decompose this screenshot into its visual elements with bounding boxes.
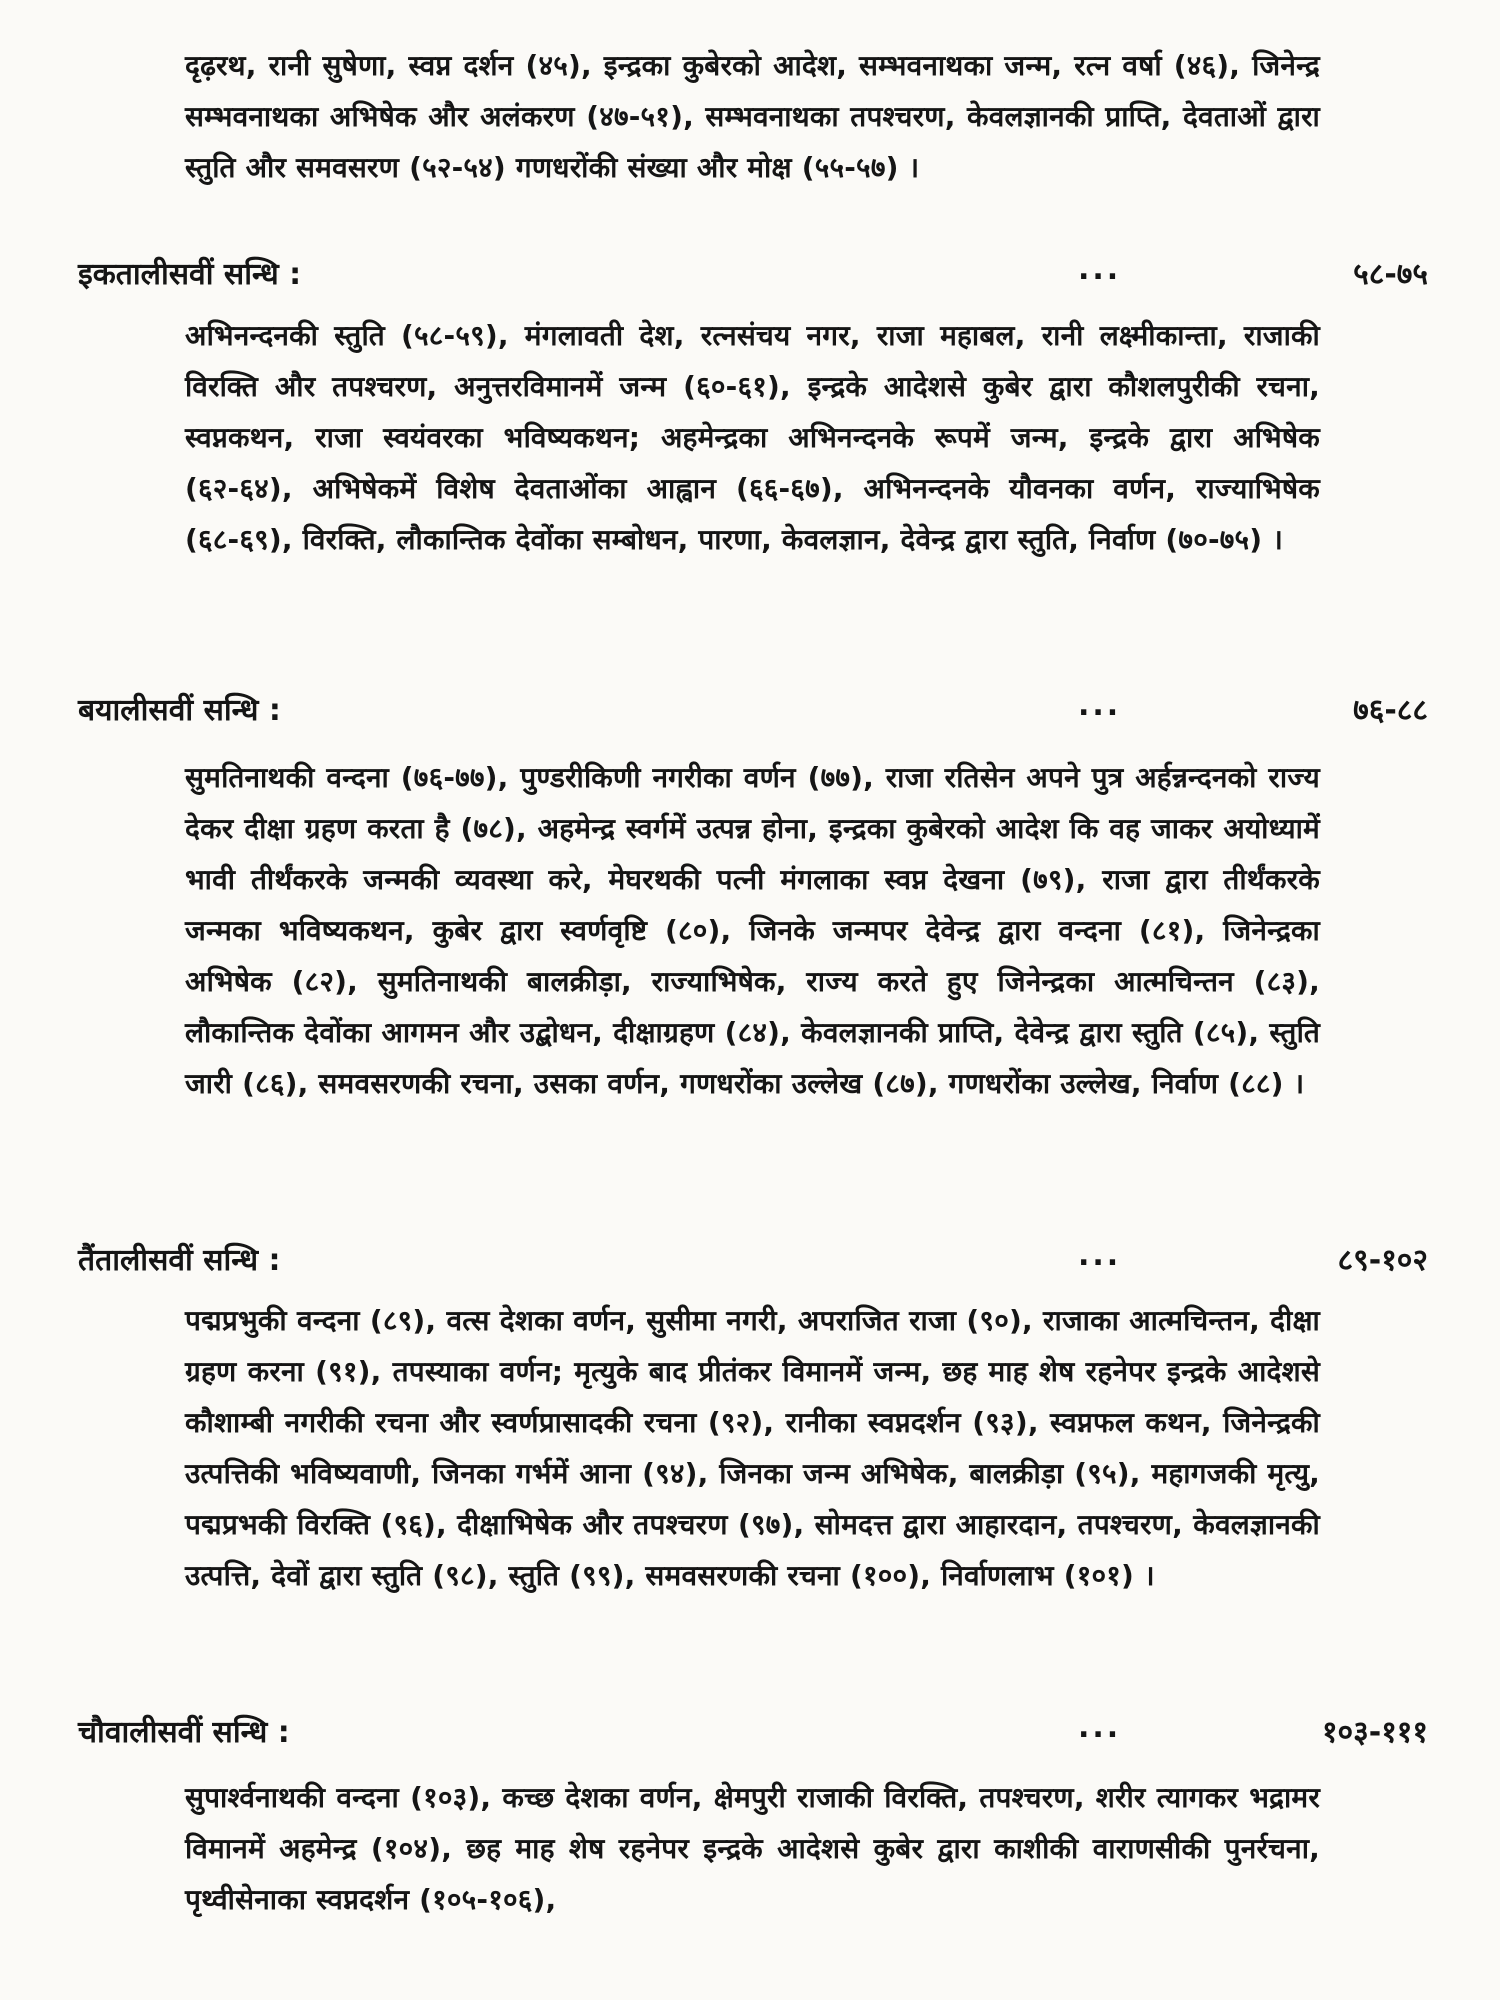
section-heading-44 (78, 1710, 1428, 1760)
leader-dots: ... (1078, 688, 1122, 723)
section-title: बयालीसवीं सन्धि : (78, 693, 281, 728)
section-title: इकतालीसवीं सन्धि : (78, 257, 302, 292)
section-paragraph-43: पद्मप्रभुकी वन्दना (८९), वत्स देशका वर्णन, सुसीमा नगरी, अपराजित राजा (९०), राजाका आत्मचिन्तन, दीक्षा ग्रहण करना (९१), तपस्याका वर्णन; मृत्युके बाद प्रीतंकर विमानमें जन्म, छह माह शेष रहनेपर इन्द्रके आदेशसे कौशाम्बी नगरीकी रचना और स्वर्णप्रासादकी रचना (९२), रानीका स्वप्नदर्शन (९३), स्वप्नफल कथन, जिनेन्द्रकी उत्पत्तिकी भविष्यवाणी, जिनका गर्भमें आना (९४), जिनका जन्म अभिषेक, बालक्रीड़ा (९५), महागजकी मृत्यु, पद्मप्रभकी विरक्ति (९६), दीक्षाभिषेक और तपश्चरण (९७), सोमदत्त द्वारा आहारदान, तपश्चरण, केवलज्ञानकी उत्पत्ति, देवों द्वारा स्तुति (९८), स्तुति (९९), समवसरणकी रचना (१००), निर्वाणलाभ (१०१) । (185, 1304, 1320, 1592)
page-range: १०३-१११ (1321, 1715, 1428, 1750)
section-paragraph-41: अभिनन्दनकी स्तुति (५८-५९), मंगलावती देश, रत्नसंचय नगर, राजा महाबल, रानी लक्ष्मीकान्ता, राजाकी विरक्ति और तपश्चरण, अनुत्तरविमानमें जन्म (६०-६१), इन्द्रके आदेशसे कुबेर द्वारा कौशलपुरीकी रचना, स्वप्नकथन, राजा स्वयंवरका भविष्यकथन; अहमेन्द्रका अभिनन्दनके रूपमें जन्म, इन्द्रके द्वारा अभिषेक (६२-६४), अभिषेकमें विशेष देवताओंका आह्वान (६६-६७), अभिनन्दनके यौवनका वर्णन, राज्याभिषेक (६८-६९), विरक्ति, लौकान्तिक देवोंका सम्बोधन, पारणा, केवलज्ञान, देवेन्द्र द्वारा स्तुति, निर्वाण (७०-७५) । (185, 319, 1320, 556)
section-heading-42 (78, 688, 1428, 738)
leader-dots: ... (1078, 1710, 1122, 1745)
leader-dots: ... (1078, 252, 1122, 287)
section-title: तैंतालीसवीं सन्धि : (78, 1243, 281, 1278)
page-range: ७६-८८ (1353, 693, 1428, 728)
section-paragraph-44: सुपार्श्वनाथकी वन्दना (१०३), कच्छ देशका वर्णन, क्षेमपुरी राजाकी विरक्ति, तपश्चरण, शरीर त्यागकर भद्रामर विमानमें अहमेन्द्र (१०४), छह माह शेष रहनेपर इन्द्रके आदेशसे कुबेर द्वारा काशीकी वाराणसीकी पुनर्रचना, पृथ्वीसेनाका स्वप्नदर्शन (१०५-१०६), (185, 1781, 1320, 1916)
section-heading-41 (78, 252, 1428, 302)
intro-paragraph: दृढ़रथ, रानी सुषेणा, स्वप्न दर्शन (४५), इन्द्रका कुबेरको आदेश, सम्भवनाथका जन्म, रत्न वर्षा (४६), जिनेन्द्र सम्भवनाथका अभिषेक और अलंकरण (४७-५१), सम्भवनाथका तपश्चरण, केवलज्ञानकी प्राप्ति, देवताओं द्वारा स्तुति और समवसरण (५२-५४) गणधरोंकी संख्या और मोक्ष (५५-५७) । (185, 49, 1320, 184)
section-heading-43 (78, 1238, 1428, 1288)
page-range: ८९-१०२ (1337, 1243, 1428, 1278)
section-title: चौवालीसवीं सन्धि : (78, 1715, 290, 1750)
page-range: ५८-७५ (1353, 257, 1428, 292)
leader-dots: ... (1078, 1238, 1122, 1273)
section-paragraph-42: सुमतिनाथकी वन्दना (७६-७७), पुण्डरीकिणी नगरीका वर्णन (७७), राजा रतिसेन अपने पुत्र अर्हन्नन्दनको राज्य देकर दीक्षा ग्रहण करता है (७८), अहमेन्द्र स्वर्गमें उत्पन्न होना, इन्द्रका कुबेरको आदेश कि वह जाकर अयोध्यामें भावी तीर्थंकरके जन्मकी व्यवस्था करे, मेघरथकी पत्नी मंगलाका स्वप्न देखना (७९), राजा द्वारा तीर्थंकरके जन्मका भविष्यकथन, कुबेर द्वारा स्वर्णवृष्टि (८०), जिनके जन्मपर देवेन्द्र द्वारा वन्दना (८१), जिनेन्द्रका अभिषेक (८२), सुमतिनाथकी बालक्रीड़ा, राज्याभिषेक, राज्य करते हुए जिनेन्द्रका आत्मचिन्तन (८३), लौकान्तिक देवोंका आगमन और उद्बोधन, दीक्षाग्रहण (८४), केवलज्ञानकी प्राप्ति, देवेन्द्र द्वारा स्तुति (८५), स्तुति जारी (८६), समवसरणकी रचना, उसका वर्णन, गणधरोंका उल्लेख (८७), गणधरोंका उल्लेख, निर्वाण (८८) । (185, 761, 1320, 1100)
